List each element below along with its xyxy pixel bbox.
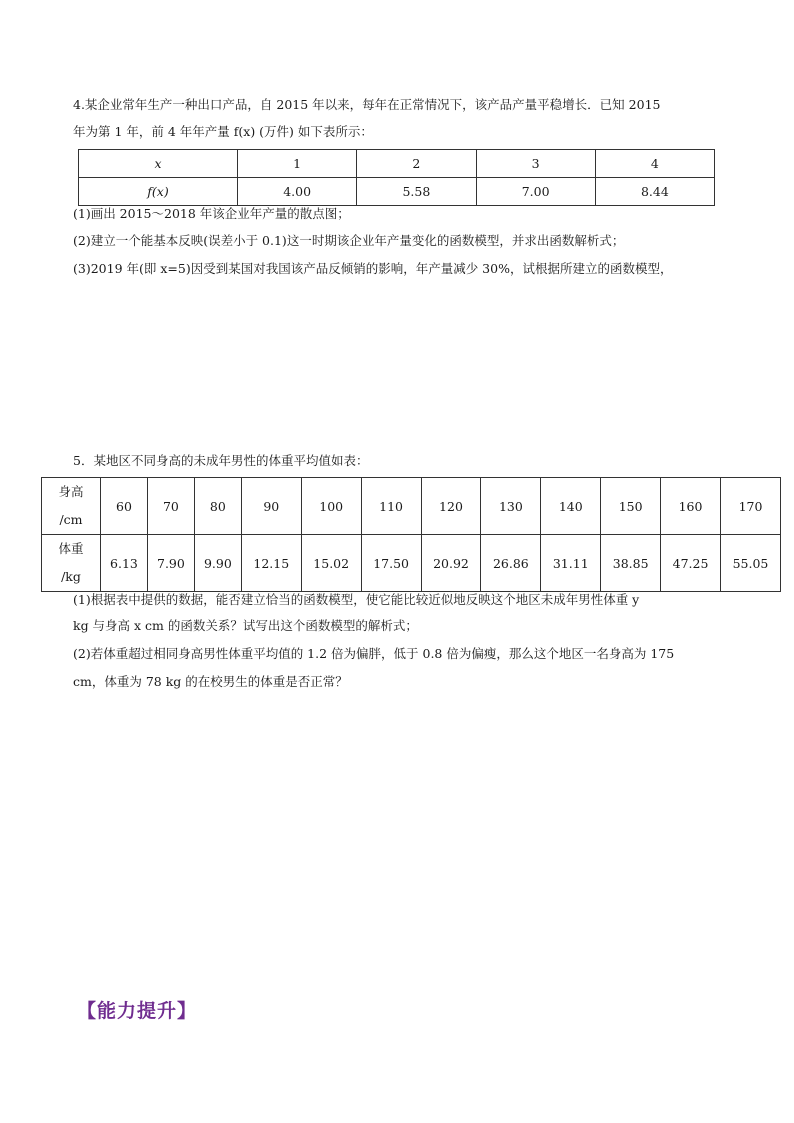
weight-header-cell [42, 535, 101, 592]
q4-production-table [78, 149, 715, 206]
table-cell: 1 [238, 150, 357, 178]
table-cell: 80 [194, 478, 241, 535]
q5-sub2-line2: cm，体重为 78 kg 的在校男生的体重是否正常？ [73, 674, 348, 689]
height-header-label: 身高 [58, 484, 84, 499]
q5-sub2-line1: (2)若体重超过相同身高男性体重平均值的 1.2 倍为偏胖，低于 0.8 倍为偏瘦，那么这个地区一名身高为 175 [73, 646, 675, 661]
table-cell: 4 [595, 150, 714, 178]
table-cell: 60 [101, 478, 148, 535]
table-cell: 120 [421, 478, 481, 535]
q4-sub2: (2)建立一个能基本反映(误差小于 0.1)这一时期该企业年产量变化的函数模型，并求出函数解析式； [73, 233, 625, 248]
table-row [79, 150, 715, 178]
q4-intro-line2: 年为第 1 年，前 4 年年产量 f(x) (万件) 如下表所示： [73, 124, 373, 139]
table-cell: 170 [720, 478, 780, 535]
table-cell: 8.44 [595, 178, 714, 206]
table-cell: 15.02 [301, 535, 361, 592]
table-cell: 9.90 [194, 535, 241, 592]
table-cell: 3 [476, 150, 595, 178]
table-cell: 70 [147, 478, 194, 535]
height-header-unit: /cm [59, 512, 83, 527]
table-cell: 4.00 [238, 178, 357, 206]
table-cell: 160 [661, 478, 721, 535]
x-header-cell: x [79, 150, 238, 178]
q5-sub1-line1: (1)根据表中提供的数据，能否建立恰当的函数模型，使它能比较近似地反映这个地区未成年男性体重 y [73, 592, 640, 607]
table-cell: 5.58 [357, 178, 476, 206]
weight-header-unit: /kg [61, 569, 81, 584]
table-cell: 100 [301, 478, 361, 535]
table-cell: 12.15 [241, 535, 301, 592]
table-cell: 6.13 [101, 535, 148, 592]
table-cell: 90 [241, 478, 301, 535]
q4-sub1: (1)画出 2015～2018 年该企业年产量的散点图； [73, 206, 350, 221]
table-cell: 38.85 [601, 535, 661, 592]
ability-section-title: 【能力提升】 [77, 1000, 198, 1022]
table-cell: 150 [601, 478, 661, 535]
height-header-cell [42, 478, 101, 535]
weight-header-label: 体重 [58, 541, 84, 556]
table-cell: 110 [361, 478, 421, 535]
table-cell: 26.86 [481, 535, 541, 592]
table-row [42, 535, 781, 592]
q4-sub3: (3)2019 年(即 x=5)因受到某国对我国该产品反倾销的影响，年产量减少 30%，试根据所建立的函数模型， [73, 261, 673, 276]
table-cell: 140 [541, 478, 601, 535]
table-cell: 7.00 [476, 178, 595, 206]
q4-intro-line1: 4.某企业常年生产一种出口产品，自 2015 年以来，每年在正常情况下，该产品产量平稳增长．已知 2015 [73, 97, 661, 112]
table-row [42, 478, 781, 535]
fx-header-cell: f(x) [79, 178, 238, 206]
table-cell: 17.50 [361, 535, 421, 592]
table-cell: 2 [357, 150, 476, 178]
table-row [79, 178, 715, 206]
table-cell: 7.90 [147, 535, 194, 592]
table-cell: 31.11 [541, 535, 601, 592]
table-cell: 55.05 [720, 535, 780, 592]
table-cell: 20.92 [421, 535, 481, 592]
q5-intro: 5．某地区不同身高的未成年男性的体重平均值如表： [73, 453, 369, 468]
q5-height-weight-table [41, 477, 781, 592]
table-cell: 130 [481, 478, 541, 535]
table-cell: 47.25 [661, 535, 721, 592]
q5-sub1-line2: kg 与身高 x cm 的函数关系？试写出这个函数模型的解析式； [73, 618, 418, 633]
